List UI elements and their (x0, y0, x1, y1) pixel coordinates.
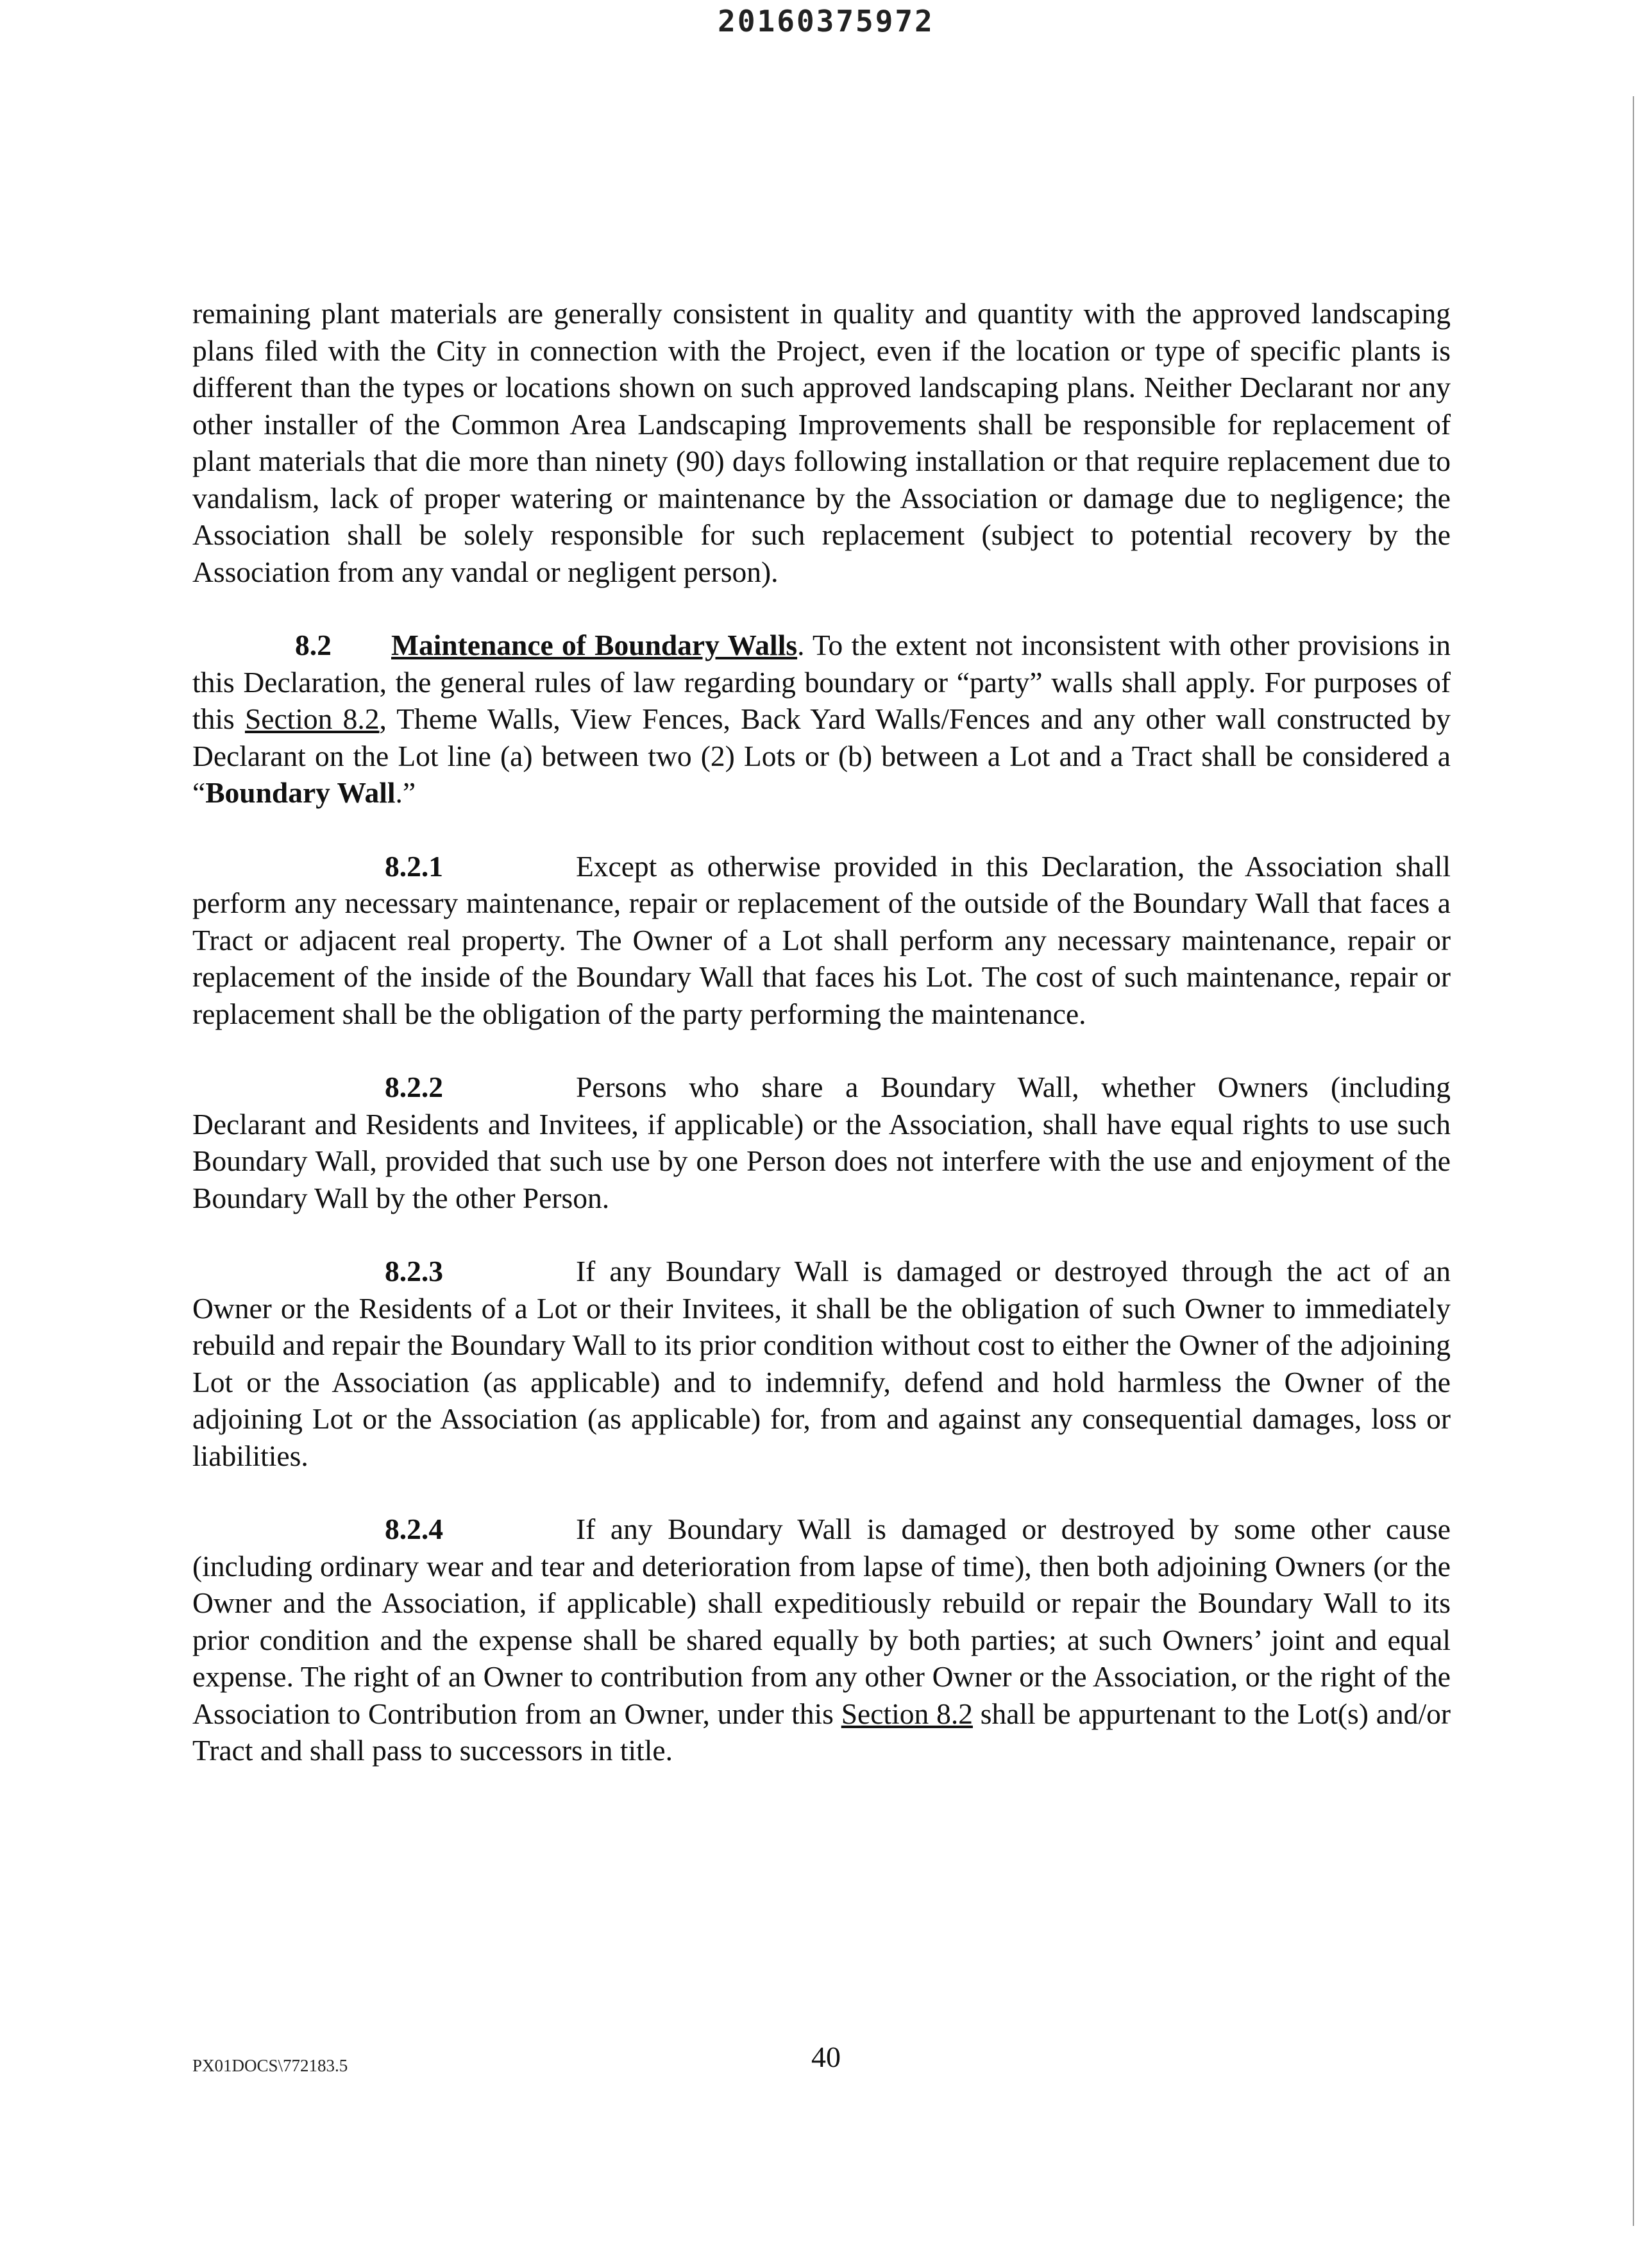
page-body (192, 295, 1451, 1769)
section-8-2-3 (192, 1253, 1451, 1474)
paragraph-text: remaining plant materials are generally consistent in quality and quantity with the approved landscaping plans filed with the City in connection with the Project, even if the location or type of specific plants is different than the types or locations shown on such approved landscaping plans. Neither Declarant nor any other installer of the Common Area Landscaping Improvements shall be responsible for replacement of plant materials that die more than ninety (90) days following installation or that require replacement due to vandalism, lack of proper watering or maintenance by the Association or damage due to negligence; the Association shall be solely responsible for such replacement (subject to potential recovery by the Association from any vandal or negligent person). (192, 297, 1451, 588)
page-edge-rule (1633, 96, 1634, 2226)
subsection-cross-reference: Section 8.2 (841, 1697, 973, 1730)
subsection-number: 8.2.2 (385, 1071, 443, 1103)
section-cross-reference: Section 8.2 (244, 702, 380, 735)
paragraph-continuation (192, 295, 1451, 590)
subsection-number: 8.2.4 (385, 1513, 443, 1545)
section-8-2-1 (192, 848, 1451, 1033)
subsection-text: Persons who share a Boundary Wall, whether Owners (including Declarant and Residents and Invitees, if applicable) or the Association, shall have equal rights to use such Boundary Wall, provided that such use by one Person does not interfere with the use and enjoyment of the Boundary Wall by the other Person. (192, 1071, 1451, 1214)
section-text: To the extent not inconsistent with other provisions in this Declaration, the general rules of law regarding boundary or “party” walls shall apply. For purposes of this (192, 629, 1451, 735)
section-number: 8.2 (295, 629, 332, 661)
section-title-period: . (797, 629, 805, 661)
subsection-text: If any Boundary Wall is damaged or destroyed by some other cause (including ordinary wear and tear and deterioration from lapse of time), then both adjoining Owners (or the Owner and the Association, if applicable) shall expeditiously rebuild or repair the Boundary Wall to its prior condition and the expense shall be shared equally by both parties; at such Owners’ joint and equal expense. The right of an Owner to contribution from any other Owner or the Association, or the right of the Association to Contribution from an Owner, under this (192, 1513, 1451, 1730)
section-8-2 (192, 627, 1451, 811)
page-number: 40 (811, 2041, 841, 2073)
subsection-number: 8.2.3 (385, 1255, 443, 1287)
defined-term: Boundary Wall (205, 776, 396, 809)
section-8-2-4 (192, 1511, 1451, 1769)
subsection-text: Except as otherwise provided in this Declaration, the Association shall perform any necessary maintenance, repair or replacement of the outside of the Boundary Wall that faces a Tract or adjacent real property. The Owner of a Lot shall perform any necessary maintenance, repair or replacement of the inside of the Boundary Wall that faces his Lot. The cost of such maintenance, repair or replacement shall be the obligation of the party performing the maintenance. (192, 849, 1451, 1030)
section-text: , Theme Walls, View Fences, Back Yard Walls/Fences and any other wall constructed by Declarant on the Lot line (a) between two (2) Lots or (b) between a Lot and a Tract shall be considered a “ (192, 702, 1451, 809)
section-title: Maintenance of Boundary Walls (391, 629, 798, 661)
subsection-number: 8.2.1 (385, 849, 443, 883)
footer-document-id: PX01DOCS\772183.5 (192, 2056, 348, 2075)
section-text: .” (395, 776, 416, 809)
section-8-2-2 (192, 1069, 1451, 1216)
subsection-text: If any Boundary Wall is damaged or destroyed through the act of an Owner or the Residents of a Lot or their Invitees, it shall be the obligation of such Owner to immediately rebuild and repair the Boundary Wall to its prior condition without cost to either the Owner of the adjoining Lot or the Association (as applicable) and to indemnify, defend and hold harmless the Owner of the adjoining Lot or the Association (as applicable) for, from and against any consequential damages, loss or liabilities. (192, 1255, 1451, 1472)
document-number: 20160375972 (718, 4, 934, 38)
subsection-text: shall be appurtenant to the Lot(s) and/or Tract and shall pass to successors in title. (192, 1697, 1451, 1767)
